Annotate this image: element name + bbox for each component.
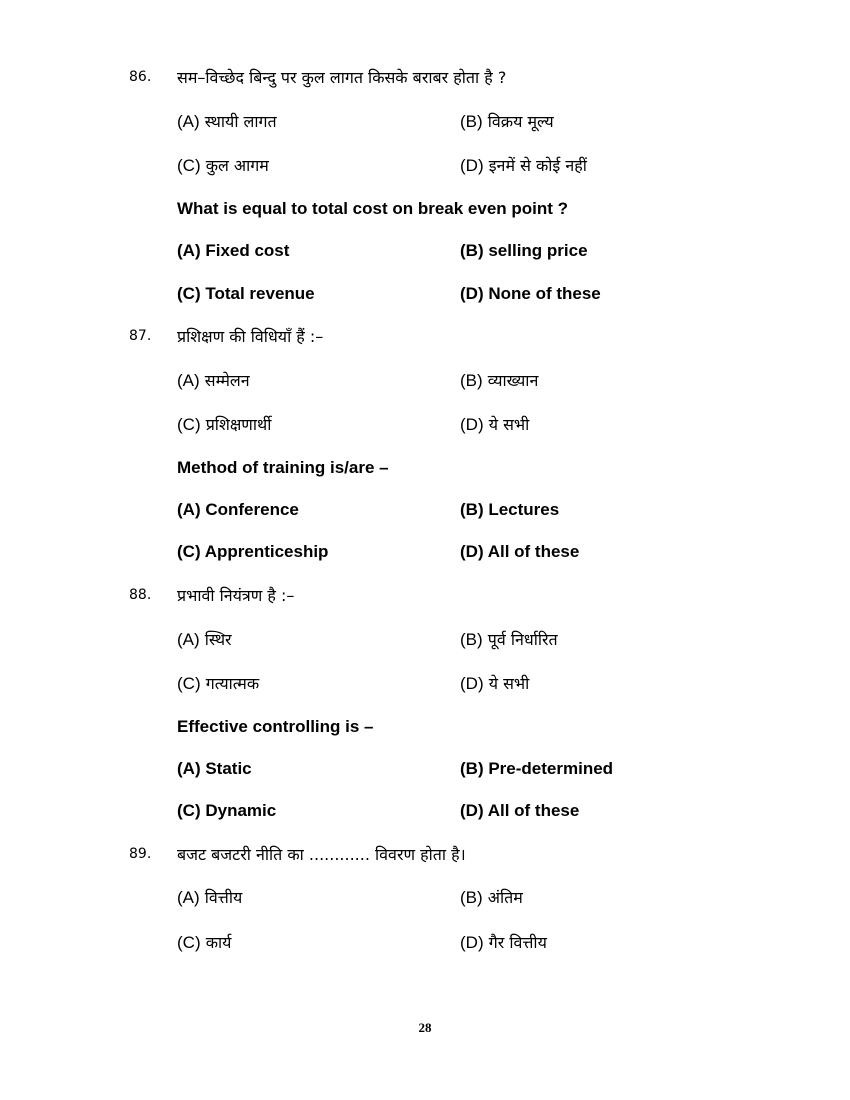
english-question-text: Effective controlling is – (177, 717, 374, 736)
hindi-option-d: (D) ये सभी (460, 415, 530, 434)
hindi-option-d: (D) ये सभी (460, 674, 530, 693)
hindi-option-b: (B) अंतिम (460, 888, 523, 907)
hindi-question-text: प्रशिक्षण की विधियाँ हैं :– (177, 327, 324, 346)
english-option-a: (A) Conference (177, 500, 299, 519)
english-option-d: (D) All of these (460, 542, 580, 561)
hindi-option-b: (B) व्याख्यान (460, 371, 539, 390)
page-number: 28 (418, 1020, 432, 1035)
hindi-option-a: (A) वित्तीय (177, 888, 243, 907)
english-option-b: (B) selling price (460, 241, 588, 260)
hindi-option-a: (A) स्थिर (177, 630, 232, 649)
hindi-option-c: (C) प्रशिक्षणार्थी (177, 415, 272, 434)
english-option-c: (C) Dynamic (177, 801, 277, 820)
english-question-text: Method of training is/are – (177, 458, 389, 477)
hindi-option-c: (C) गत्यात्मक (177, 674, 260, 693)
english-option-d: (D) All of these (460, 801, 580, 820)
question-number: 88. (129, 587, 152, 603)
english-option-c: (C) Total revenue (177, 284, 315, 303)
hindi-question-text: सम–विच्छेद बिन्दु पर कुल लागत किसके बराबर होता है ? (177, 68, 507, 87)
question-number: 89. (129, 846, 152, 862)
english-question-text: What is equal to total cost on break even point ? (177, 199, 569, 218)
hindi-option-c: (C) कुल आगम (177, 156, 269, 175)
question-number: 87. (129, 328, 152, 344)
english-option-a: (A) Static (177, 759, 252, 778)
hindi-question-text: प्रभावी नियंत्रण है :– (177, 586, 295, 605)
hindi-option-b: (B) पूर्व निर्धारित (460, 630, 558, 649)
english-option-c: (C) Apprenticeship (177, 542, 329, 561)
question-number: 86. (129, 69, 152, 85)
english-option-d: (D) None of these (460, 284, 601, 303)
hindi-option-c: (C) कार्य (177, 933, 232, 952)
hindi-option-a: (A) स्थायी लागत (177, 112, 277, 131)
hindi-option-a: (A) सम्मेलन (177, 371, 250, 390)
english-option-b: (B) Pre-determined (460, 759, 614, 778)
english-option-a: (A) Fixed cost (177, 241, 290, 260)
hindi-question-text: बजट बजटरी नीति का ............ विवरण होता है। (177, 845, 466, 864)
english-option-b: (B) Lectures (460, 500, 560, 519)
hindi-option-b: (B) विक्रय मूल्य (460, 112, 554, 131)
hindi-option-d: (D) गैर वित्तीय (460, 933, 547, 952)
hindi-option-d: (D) इनमें से कोई नहीं (460, 156, 587, 175)
